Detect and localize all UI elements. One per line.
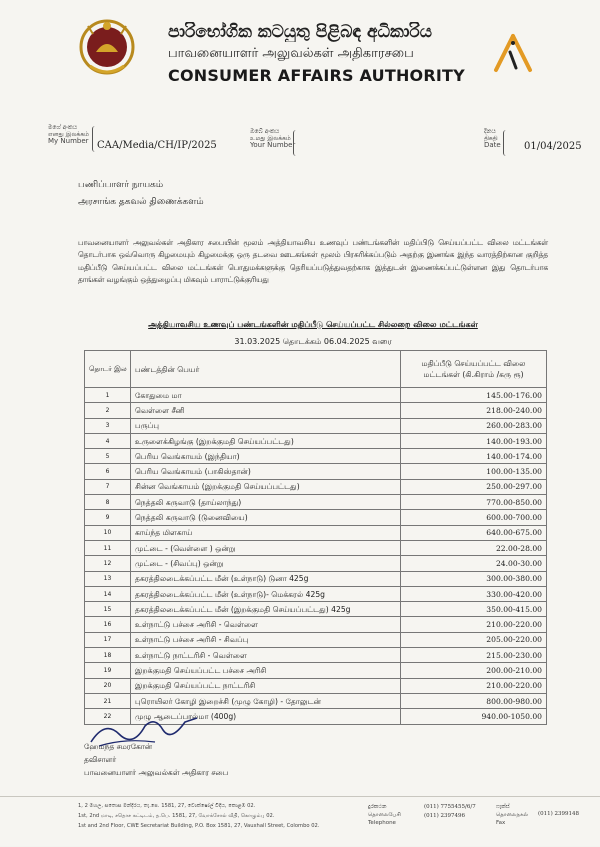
row-price-range: 215.00-230.00 bbox=[401, 648, 547, 663]
table-row bbox=[85, 464, 547, 479]
row-item-name: பெரிய வெங்காயம் (இந்தியா) bbox=[131, 449, 401, 464]
row-price-range: 205.00-220.00 bbox=[401, 632, 547, 647]
row-price-range: 22.00-28.00 bbox=[401, 540, 547, 555]
addressee-line-1: பணிப்பாளர் நாயகம் bbox=[78, 180, 164, 190]
date-label: දිනය திகதி Date bbox=[484, 128, 501, 149]
row-item-name: தகரத்திலடைக்கப்பட்ட மீன் (இறக்குமதி செய்யப்பட்டது) 425g bbox=[131, 602, 401, 617]
row-serial-no: 21 bbox=[85, 693, 131, 708]
table-row bbox=[85, 571, 547, 586]
table-row bbox=[85, 388, 547, 403]
row-serial-no: 4 bbox=[85, 433, 131, 448]
fax-label: ෆැක්ස් தொலைநகல் Fax bbox=[496, 804, 529, 826]
row-item-name: நெத்தலி கருவாடு (டுனைவியை) bbox=[131, 510, 401, 525]
table-row bbox=[85, 418, 547, 433]
reference-strip bbox=[0, 108, 600, 168]
table-row bbox=[85, 678, 547, 693]
row-item-name: உருளைக்கிழங்கு (இறக்குமதி செய்யப்பட்டது) bbox=[131, 433, 401, 448]
row-price-range: 800.00-980.00 bbox=[401, 693, 547, 708]
row-item-name: இறக்குமதி செய்யப்பட்ட நாட்டரிசி bbox=[131, 678, 401, 693]
row-item-name: பெரிய வெங்காயம் (பாகிஸ்தான்) bbox=[131, 464, 401, 479]
row-item-name: உள்நாட்டு நாட்டரிசி - வெள்ளை bbox=[131, 648, 401, 663]
row-item-name: சின்ன வெங்காயம் (இறக்குமதி செய்யப்பட்டது) bbox=[131, 479, 401, 494]
telephone-label: දුරකථන தொலைபேசி Telephone bbox=[368, 804, 401, 826]
row-price-range: 100.00-135.00 bbox=[401, 464, 547, 479]
row-price-range: 140.00-193.00 bbox=[401, 433, 547, 448]
table-subtitle: 31.03.2025 தொடக்கம் 06.04.2025 வரை bbox=[234, 337, 392, 346]
row-serial-no: 20 bbox=[85, 678, 131, 693]
row-serial-no: 10 bbox=[85, 525, 131, 540]
row-item-name: பருப்பு bbox=[131, 418, 401, 433]
row-item-name: உள்நாட்டு பச்சை அரிசி - வெள்ளை bbox=[131, 617, 401, 632]
header-price-range: மதிப்பீடு செய்யப்பட்ட விலை மட்டங்கள் (கி.கிராம் /கரு ரூ) bbox=[401, 351, 547, 388]
telephone-numbers: (011) 7755455/6/7 (011) 2397496 bbox=[424, 804, 476, 819]
row-serial-no: 19 bbox=[85, 663, 131, 678]
row-serial-no: 15 bbox=[85, 602, 131, 617]
table-header-row bbox=[85, 351, 547, 388]
row-serial-no: 11 bbox=[85, 540, 131, 555]
row-price-range: 640.00-675.00 bbox=[401, 525, 547, 540]
org-name-sinhala: පාරිභෝගික කටයුතු පිළිබඳ අධිකාරිය bbox=[168, 22, 432, 42]
table-row bbox=[85, 449, 547, 464]
row-price-range: 330.00-420.00 bbox=[401, 586, 547, 601]
row-item-name: முட்டை - (சிவப்பு) ஒன்று bbox=[131, 556, 401, 571]
letter-footer bbox=[0, 796, 600, 847]
row-price-range: 350.00-415.00 bbox=[401, 602, 547, 617]
row-price-range: 24.00-30.00 bbox=[401, 556, 547, 571]
row-serial-no: 17 bbox=[85, 632, 131, 647]
table-row bbox=[85, 556, 547, 571]
my-number-label: මගේ අංකය எனது இலக்கம் My Number bbox=[48, 124, 89, 145]
table-row bbox=[85, 540, 547, 555]
my-number-value: CAA/Media/CH/IP/2025 bbox=[97, 140, 217, 151]
signer-title: தவிசாளர் bbox=[84, 755, 117, 764]
row-item-name: முழு ஆடைப்பால்மா (400g) bbox=[131, 709, 401, 724]
price-table bbox=[84, 350, 547, 725]
table-row bbox=[85, 663, 547, 678]
row-serial-no: 5 bbox=[85, 449, 131, 464]
address-english: 1st and 2nd Floor, CWE Secretariat Building, P.O. Box 1581, 27, Vauxhall Street, Colombo 02. bbox=[78, 823, 320, 829]
row-serial-no: 14 bbox=[85, 586, 131, 601]
row-price-range: 218.00-240.00 bbox=[401, 403, 547, 418]
signer-org: பாவனையாளர் அலுவல்கள் அதிகார சபை bbox=[84, 768, 229, 777]
row-serial-no: 9 bbox=[85, 510, 131, 525]
row-price-range: 145.00-176.00 bbox=[401, 388, 547, 403]
row-price-range: 600.00-700.00 bbox=[401, 510, 547, 525]
row-price-range: 300.00-380.00 bbox=[401, 571, 547, 586]
row-item-name: புரொயிலர் கோழி இறைச்சி (முழு கோழி) - தோலுடன் bbox=[131, 693, 401, 708]
letterhead bbox=[0, 0, 600, 105]
header-item-name: பண்டத்தின் பெயர் bbox=[131, 351, 401, 388]
brace bbox=[293, 130, 298, 156]
table-row bbox=[85, 403, 547, 418]
row-item-name: உள்நாட்டு பச்சை அரிசி - சிவப்பு bbox=[131, 632, 401, 647]
date-value: 01/04/2025 bbox=[524, 141, 582, 152]
your-number-label: ඔබේ අංකය உமது இலக்கம் Your Number bbox=[250, 128, 296, 149]
caa-logo-icon bbox=[488, 30, 538, 78]
table-row bbox=[85, 693, 547, 708]
fax-number: (011) 2399148 bbox=[538, 811, 580, 817]
table-row bbox=[85, 617, 547, 632]
table-row bbox=[85, 525, 547, 540]
row-item-name: நெத்தலி கருவாடு (தாய்லாந்து) bbox=[131, 495, 401, 510]
row-serial-no: 13 bbox=[85, 571, 131, 586]
row-serial-no: 3 bbox=[85, 418, 131, 433]
row-serial-no: 1 bbox=[85, 388, 131, 403]
address-tamil: 1st, 2nd மாடி, சதொச கட்டிடம், த.பெ. 1581, 27, வோக்சோல் வீதி, கொழும்பு 02. bbox=[78, 813, 275, 819]
table-row bbox=[85, 602, 547, 617]
body-paragraph: பாவனையாளர் அலுவல்கள் அதிகார சபையின் மூலம் அத்தியாவசிய உணவுப் பண்டங்களின் மதிப்பிடு செய்யப்பட்ட விலை மட்டங்கள் தொடர்பாக ஒவ்வொரு கிழமையும் கிழமைக்கு ஒரு தடவை ஊடகங்கள் மூலம் பிரசுரிக்கப்படும் அதற்கு இணங்க இந்த வாரத்திற்கான குறித்த மதிப்பீடு செய்யப்பட்ட விலை மட்டங்கள் பொதுமக்களுக்கு தெரியப்படுத்துவதற்காக இத்துடன் இணைக்கப்பட்டுள்ளன இது தொடர்பாக தாங்கள் வழங்கும் ஒத்துழைப்பு மிகவும் பாராட்டுக்குரியது bbox=[78, 238, 548, 285]
addressee-line-2: அரசாங்க தகவல் திணைக்களம் bbox=[78, 197, 204, 207]
row-price-range: 250.00-297.00 bbox=[401, 479, 547, 494]
row-item-name: காய்ந்த மிளகாய் bbox=[131, 525, 401, 540]
row-item-name: இறக்குமதி செய்யப்பட்ட பச்சை அரிசி bbox=[131, 663, 401, 678]
brace bbox=[503, 130, 508, 156]
row-serial-no: 18 bbox=[85, 648, 131, 663]
table-row bbox=[85, 586, 547, 601]
sri-lanka-emblem-icon bbox=[78, 14, 136, 80]
row-price-range: 210.00-220.00 bbox=[401, 617, 547, 632]
signer-name: ஹேமந்த சமரகோன் bbox=[84, 742, 153, 751]
row-item-name: தகரத்திலடைக்கப்பட்ட மீன் (உள்நாடு)- மெக்கரல் 425g bbox=[131, 586, 401, 601]
org-name-tamil: பாவனையாளர் அலுவல்கள் அதிகாரசபை bbox=[168, 46, 414, 61]
row-price-range: 140.00-174.00 bbox=[401, 449, 547, 464]
row-price-range: 940.00-1050.00 bbox=[401, 709, 547, 724]
table-row bbox=[85, 632, 547, 647]
table-title: அத்தியாவசிய உணவுப் பண்டங்களின் மதிப்பீடு செய்யப்பட்ட சில்லறை விலை மட்டங்கள் bbox=[148, 320, 478, 329]
price-table-body bbox=[85, 388, 547, 725]
row-serial-no: 6 bbox=[85, 464, 131, 479]
table-row bbox=[85, 433, 547, 448]
table-row bbox=[85, 648, 547, 663]
row-item-name: கோதுமை மா bbox=[131, 388, 401, 403]
row-serial-no: 8 bbox=[85, 495, 131, 510]
row-item-name: வெள்ளை சீனி bbox=[131, 403, 401, 418]
org-name-english: CONSUMER AFFAIRS AUTHORITY bbox=[168, 66, 465, 85]
row-serial-no: 22 bbox=[85, 709, 131, 724]
row-serial-no: 2 bbox=[85, 403, 131, 418]
row-serial-no: 16 bbox=[85, 617, 131, 632]
row-price-range: 200.00-210.00 bbox=[401, 663, 547, 678]
row-item-name: தகரத்திலடைக்கப்பட்ட மீன் (உள்நாடு) டுனா 425g bbox=[131, 571, 401, 586]
row-item-name: முட்டை - (வெள்ளை ) ஒன்று bbox=[131, 540, 401, 555]
table-row bbox=[85, 510, 547, 525]
row-serial-no: 12 bbox=[85, 556, 131, 571]
table-row bbox=[85, 479, 547, 494]
row-price-range: 210.00-220.00 bbox=[401, 678, 547, 693]
row-price-range: 770.00-850.00 bbox=[401, 495, 547, 510]
header-serial-no: தொடர் இல bbox=[85, 351, 131, 388]
row-price-range: 260.00-283.00 bbox=[401, 418, 547, 433]
table-row bbox=[85, 495, 547, 510]
row-serial-no: 7 bbox=[85, 479, 131, 494]
address-sinhala: 1, 2 මහල, සතොස මන්දිරය, තැ.පෙ. 1581, 27, වොක්ෂෝල් වීදිය, කොළඹ 02. bbox=[78, 803, 256, 809]
